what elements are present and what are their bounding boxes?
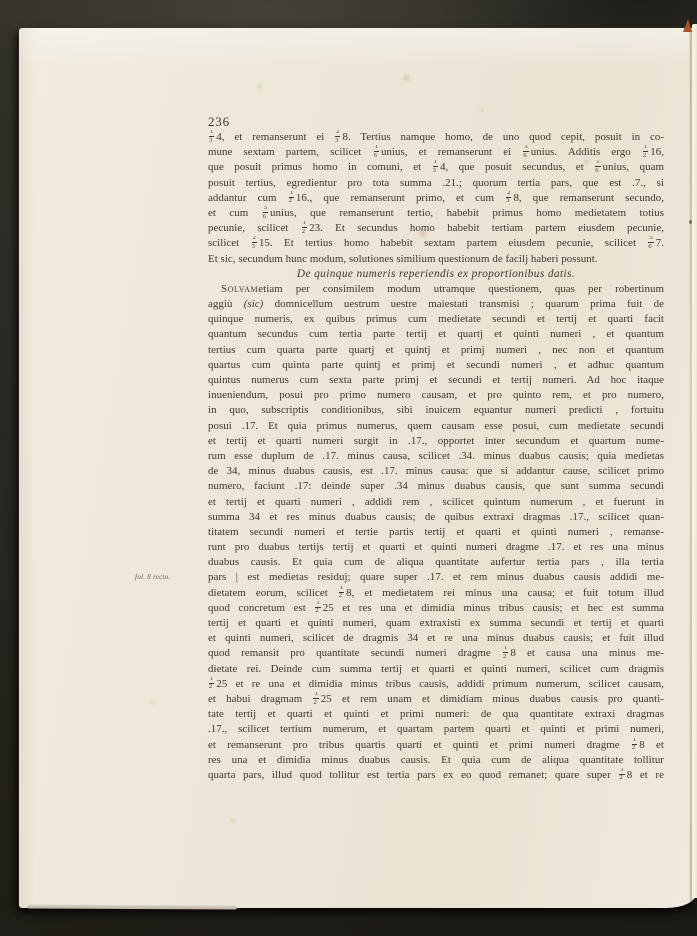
text-line: quintus numerus cum sexta parte primj et secundi et tertij numeri. Ad hoc itaque — [208, 374, 664, 386]
text-line: addantur cum $\frac{1}{2}$ 16., que remanserunt primo, et cum $\frac{2}{3}$ 8, que remanserunt secundo, — [208, 190, 664, 205]
text-line: res una et dimidia minus duabus causis. Et quia cum de aliqua quantitate tollitur — [208, 753, 664, 766]
foxing-spot — [403, 75, 410, 81]
italic-run: (sic) — [243, 298, 275, 311]
stacked-fraction: $\frac{1}{2}$ — [642, 145, 648, 159]
foxing-spot — [640, 620, 644, 624]
book-page — [19, 28, 697, 908]
foxing-spot — [584, 159, 589, 164]
smallcaps-run: Solvam — [221, 282, 259, 295]
text-line: inueniendum, posui pro primo numero causam, et pro quinto rem, et pro numero, — [208, 389, 664, 402]
page-number: 236 — [208, 114, 230, 129]
stacked-fraction: $\frac{2}{3}$ — [506, 190, 511, 205]
text-line: dietatem eorum, scilicet $\frac{1}{2}$ 8, et medietatem rei minus una causa; et fuit totum illud — [208, 585, 664, 600]
text-line: mune sextam partem, scilicet $\frac{1}{6}$ unius, et remanserunt ei $\frac{5}{6}$ unius. Additis ergo $\frac{1}{2}$ 16, — [208, 145, 664, 159]
text-line: de 34, minus duabus causis, est .17. minus causa: que si addantur cause, scilicet primo — [208, 465, 664, 478]
text-line: tate tertij et quarti et quinti et primi numeri: de qua quantitate extraxi dragmas — [208, 708, 664, 721]
text-line: numero, faciunt .17: deinde super .34 minus duabus causis, que sunt summa secundi — [208, 480, 664, 493]
text-line: et quinti numeri, scilicet de dragmis 34 et re una minus duabus causis; et fuit illud — [208, 632, 664, 645]
stacked-fraction: $\frac{1}{6}$ — [373, 145, 378, 159]
text-line: et remanserunt pro tribus quartis quarti et quinti et primi numeri dragme $\frac{1}{2}$ 8 et — [208, 737, 664, 752]
text-line: posui .17. Et quia primus numerus, quem causam esse posui, cum medietate secundi — [208, 419, 664, 432]
ribbon-tip-icon — [683, 19, 692, 32]
text-line: posuit tertius, egredientur pro tota summa .21.; quorum tertia pars, que est .7., si — [208, 176, 664, 189]
text-line: .17., scilicet tertium numerum, et quartam partem quarti et quinti et primi numeri, — [208, 723, 664, 736]
stacked-fraction: $\frac{1}{2}$ — [631, 737, 637, 752]
foxing-spot — [230, 818, 235, 823]
text-line: quinque numeris, ex quibus primus cum medietate secundi et tertij et quarti facit — [208, 313, 664, 326]
text-line: et cum $\frac{5}{6}$ unius, que remanserunt tertio, habebit primus homo medietatem totius — [208, 205, 664, 220]
lower-leaf-edge — [27, 904, 237, 909]
text-line: dietate rei. Deinde cum summa tertij et quarti et quinti numeri, scilicet cum dragmis — [208, 662, 664, 675]
text-line: tertius cum quarta parte quartj et quintj et primj numeri , nec non et quantum — [208, 343, 664, 356]
text-line: quarta pars, illud quod tollitur est tertia pars ex eo quod remanet; quare super $\frac{1}{2}$ 8 et re — [208, 767, 664, 782]
text-body — [208, 130, 664, 783]
stacked-fraction: $\frac{5}{6}$ — [262, 205, 268, 220]
section-heading: De quinque numeris reperiendis ex proportionibus datis. — [296, 267, 576, 280]
stacked-fraction: $\frac{2}{3}$ — [335, 130, 340, 144]
text-line: quantum secundus cum tertia parte tertij et quartj et quinti numeri , et quantum — [208, 328, 664, 341]
text-line: Solvametiam per consimilem modum utramque questionem, quas per robertinum — [221, 282, 664, 295]
foxing-spot — [419, 230, 427, 237]
text-line: duabus causis. Et quia cum de aliqua quantitate aufertur tertia pars , illa tertia — [208, 556, 664, 569]
stacked-fraction: $\frac{1}{2}$ — [288, 190, 293, 205]
margin-note-folio: fol. 8 recto. — [135, 573, 171, 581]
text-line: pecunie, scilicet $\frac{1}{2}$ 23. Et secundus homo habebit tertiam partem eiusdem pecunie, — [208, 221, 664, 235]
text-line: et habui dragmam $\frac{1}{2}$ 25 et rem unam et dimidiam minus duabus causis pro quanti- — [208, 691, 664, 706]
stacked-fraction: $\frac{1}{6}$ — [595, 160, 600, 174]
text-line: summa 34 et res minus duabus causis; de quibus extraxi dragmas .17., scilicet quan- — [208, 510, 664, 523]
stacked-fraction: $\frac{1}{2}$ — [503, 646, 508, 660]
edge-fleck — [689, 220, 692, 224]
foxing-spot — [480, 108, 484, 112]
text-line: runt pro duabus tertijs tertij et quarti et quinti numeri dragme .17. et res una minus — [208, 541, 664, 554]
foxing-spot — [150, 700, 155, 704]
text-line: quartus cum quinta parte quintj et primj et secundi numeri , et adhuc quantum — [208, 358, 664, 371]
stacked-fraction: $\frac{1}{2}$ — [619, 767, 624, 782]
text-line: quod remansit pro quantitate secundi numeri dragme $\frac{1}{2}$ 8 et causa una minus me- — [208, 646, 664, 660]
stacked-fraction: $\frac{1}{3}$ — [432, 160, 437, 174]
text-line: aggiù (sic) domnicellum uestrum uestre maiestati transmisi ; quarum prima fuit de — [208, 298, 664, 311]
text-line: in quo, subscriptis conditionibus, sibi inuicem equantur numeri predicti , fortuitu — [208, 404, 664, 417]
text-line: pars | est medietas residuj; quare super .17. et rem minus duabus causis addidi me- — [208, 571, 664, 584]
text-line: scilicet $\frac{2}{3}$ 15. Et tertius homo habebit sextam partem eiusdem pecunie, scilicet $\frac{5}{6}$ 7. — [208, 236, 664, 250]
text-line: tertij et quarti et quinti numeri, quam extraxisti ex summa secundi et tertij et quarti — [208, 617, 664, 629]
stacked-fraction: $\frac{5}{6}$ — [648, 236, 653, 250]
stacked-fraction: $\frac{1}{2}$ — [301, 221, 307, 235]
stacked-fraction: $\frac{1}{2}$ — [315, 600, 320, 615]
text-line: rum esse duplum de .17. minus causa, scilicet .34. minus duabus causis; quia medietas — [208, 449, 664, 462]
text-line: $\frac{1}{2}$ 25 et re una et dimidia minus tribus causis, addidi primum numerum, scilicet causam, — [209, 676, 664, 691]
stacked-fraction: $\frac{1}{2}$ — [313, 691, 318, 706]
foxing-spot — [257, 84, 262, 89]
text-line: que posuit primus homo in comuni, et $\frac{1}{3}$ 4, que posuit secundus, et $\frac{1}{6}$ unius, quam — [208, 160, 664, 174]
text-line: quod concretum est $\frac{1}{2}$ 25 et res una et dimidia minus tribus causis; et hec est summa — [208, 600, 664, 615]
next-leaf-edge — [692, 24, 697, 898]
text-line: et tertij et quarti numeri surgit in .17., opportet inter secundum et quartum nume- — [208, 434, 664, 447]
stacked-fraction: $\frac{5}{6}$ — [523, 145, 528, 159]
stacked-fraction: $\frac{1}{2}$ — [209, 676, 214, 691]
text-line: Et sic, secundum hunc modum, solutiones similium questionum de facilj haberi possunt. — [208, 252, 598, 265]
text-line: et tertij et quarti numeri , addidi rem , scilicet quintum numerum , et fuerunt in — [208, 495, 664, 508]
stacked-fraction: $\frac{1}{2}$ — [338, 585, 344, 600]
stacked-fraction: $\frac{1}{3}$ — [209, 130, 214, 144]
text-line: titatem secundi numeri et tertie partis tertij et quarti et quinti numeri , remanse- — [208, 525, 664, 538]
text-line: $\frac{1}{3}$ 4, et remanserunt ei $\frac{2}{3}$ 8. Tertius namque homo, de uno quod cepit, posuit in co- — [209, 130, 664, 144]
stacked-fraction: $\frac{2}{3}$ — [251, 236, 256, 250]
